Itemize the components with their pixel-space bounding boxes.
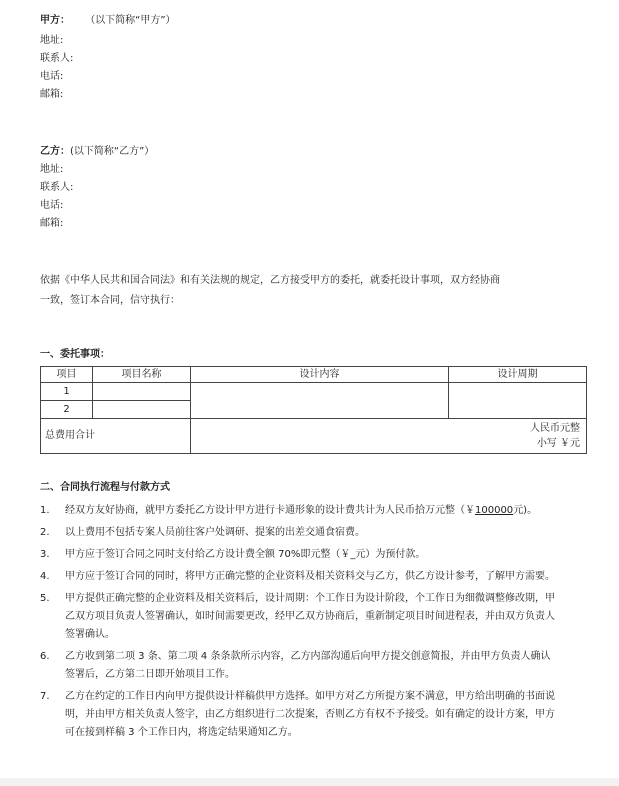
total-small: 小写 ￥元	[536, 438, 580, 449]
payment-terms-list	[40, 502, 560, 746]
list-item-number: 4.	[40, 571, 50, 582]
row-item-name	[93, 401, 191, 419]
party-b-phone: 电话:	[40, 200, 64, 211]
row-design-content	[191, 383, 449, 419]
list-item	[40, 590, 560, 644]
party-b-address: 地址:	[40, 164, 64, 175]
row-number: 2	[41, 401, 93, 419]
total-amount	[191, 419, 587, 454]
list-item-text: 以上费用不包括专案人员前往客户处调研、提案的出差交通食宿费。	[65, 527, 365, 538]
party-a-address: 地址:	[40, 35, 64, 46]
list-item-text: 乙方收到第二项 3 条、第二项 4 条条款所示内容，乙方内部沟通后向甲方提交创意简报，并由甲方负责人确认签署后，乙方第二日即开始项目工作。	[65, 651, 551, 680]
list-item-text: 甲方应于签订合同之同时支付给乙方设计费全额 70%即元整（￥_元）为预付款。	[65, 549, 426, 560]
header-design-content: 设计内容	[191, 367, 449, 383]
party-b-email: 邮箱:	[40, 218, 64, 229]
list-item	[40, 502, 560, 520]
table-header-row	[41, 367, 587, 383]
section-2-title: 二、合同执行流程与付款方式	[40, 482, 170, 493]
list-item-number: 5.	[40, 593, 50, 604]
page-bottom-edge	[0, 778, 619, 786]
total-label: 总费用合计	[41, 419, 191, 454]
party-a-title: 甲方：	[40, 15, 70, 26]
list-item	[40, 568, 560, 586]
list-item-number: 1.	[40, 505, 50, 516]
row-item-name	[93, 383, 191, 401]
party-a-email: 邮箱:	[40, 89, 64, 100]
party-a-phone: 电话:	[40, 71, 64, 82]
commission-table	[40, 366, 587, 454]
list-item	[40, 688, 560, 742]
party-b-alias: (以下简称“乙方”）	[70, 146, 155, 157]
total-row	[41, 419, 587, 454]
row-number: 1	[41, 383, 93, 401]
table-row	[41, 383, 587, 401]
party-b-title: 乙方：	[40, 146, 70, 157]
list-item-number: 6.	[40, 651, 50, 662]
list-item-text: 甲方应于签订合同的同时，将甲方正确完整的企业资料及相关资料交与乙方，供乙方设计参考，了解甲方需要。	[65, 571, 555, 582]
list-item	[40, 648, 560, 684]
preamble-line-2: 一致，签订本合同，信守执行：	[40, 295, 180, 306]
list-item-number: 3.	[40, 549, 50, 560]
list-item-number: 2.	[40, 527, 50, 538]
party-a-heading	[40, 14, 176, 28]
party-a-alias: （以下简称“甲方”）	[85, 15, 176, 26]
list-item-text-end: 元)。	[513, 505, 538, 516]
list-item-text: 乙方在约定的工作日内向甲方提供设计样稿供甲方选择。如甲方对乙方所提方案不满意，甲方给出明确的书面说明，并由甲方相关负责人签字，由乙方组织进行二次提案，否则乙方有权不予接受。如有确定的设计方案，甲方可在接到样稿 3 个工作日内，将选定结果通知乙方。	[65, 691, 555, 738]
row-design-period	[449, 383, 587, 419]
list-item-number: 7.	[40, 691, 50, 702]
header-design-period: 设计周期	[449, 367, 587, 383]
header-item: 项目	[41, 367, 93, 383]
party-b-contact: 联系人:	[40, 182, 74, 193]
total-rmb: 人民币元整	[530, 423, 580, 434]
preamble-line-1: 依据《中华人民共和国合同法》和有关法规的规定，乙方接受甲方的委托，就委托设计事项，双方经协商	[40, 275, 500, 286]
fee-amount: 100000	[475, 505, 514, 516]
list-item-text: 经双方友好协商，就甲方委托乙方设计甲方进行卡通形象的设计费共计为人民币拾万元整（￥	[65, 505, 475, 516]
party-b-heading	[40, 145, 154, 159]
list-item-text: 甲方提供正确完整的企业资料及相关资料后，设计周期：个工作日为设计阶段，个工作日为细微调整修改期，甲乙双方项目负责人签署确认，如时间需要更改，经甲乙双方协商后，重新制定项目时间进程表，并由双方负责人签署确认。	[65, 593, 555, 640]
list-item	[40, 546, 560, 564]
section-1-title: 一、委托事项：	[40, 349, 110, 360]
party-a-contact: 联系人:	[40, 53, 74, 64]
list-item	[40, 524, 560, 542]
header-item-name: 项目名称	[93, 367, 191, 383]
